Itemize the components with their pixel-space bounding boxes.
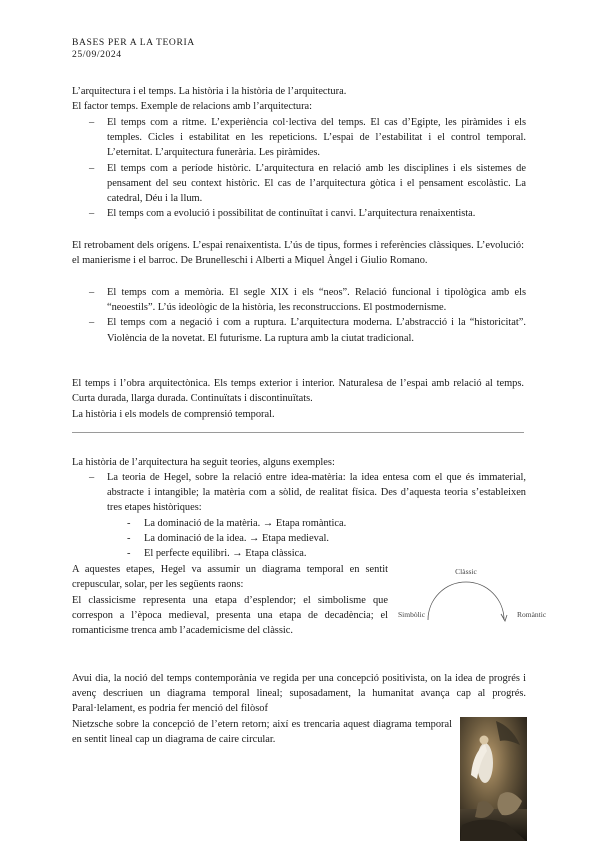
list-item: – El temps com a negació i com a ruptura. L’arquitectura moderna. L’abstracció i la “historicitat”. Violència de la novetat. El futurisme. La ruptura amb la ciutat tradicional. — [72, 315, 526, 345]
theories-list — [72, 470, 526, 561]
nietzsche-paragraph: Nietzsche sobre la concepció de l’etern retorn; així es trencaria aquest diagrama temporal en sentit lineal cap un diagrama de caire circular. — [72, 719, 452, 746]
stage-item: - El perfecte equilibri. → Etapa clàssica. — [107, 546, 526, 561]
hegel-theory-text: La teoria de Hegel, sobre la relació entre idea-matèria: la idea entesa com el que és immaterial, abstracte i intangible; la matèria com a sòlid, de realitat física. Des d’aquesta teoria s’estableixen tres etapes històriques: — [107, 472, 526, 514]
diagram-explanation: El classicisme representa una etapa d’esplendor; el simbolisme que correspon a l’època medieval, presenta una etapa de decadència; el romanticisme trenca amb l’academicisme del clàssic. — [72, 595, 388, 637]
hegel-stages-list — [107, 516, 526, 562]
list-item: – El temps com a període històric. L’arquitectura en relació amb les disciplines i els sistemes de pensament del seu context històric. El cas de l’arquitectura gòtica i el pensament escolàstic. La catedral, Déu i la llum. — [72, 161, 526, 207]
hegel-time-diagram — [395, 565, 555, 635]
painting-image — [460, 717, 527, 841]
closing-paragraph: El temps i l’obra arquitectònica. Els temps exterior i interior. Naturalesa de l’espai amb relació al temps. Curta durada, llarga durada. Continuïtats i discontinuïtats. — [72, 378, 524, 405]
list-item: – El temps com a memòria. El segle XIX i els “neos”. Relació funcional i tipològica amb els “neoestils”. L’ús ideològic de la història, les reconstruccions. El postmodernisme. — [72, 285, 526, 315]
diagram-arc — [428, 582, 504, 620]
positivist-paragraph: Avui dia, la noció del temps contemporània ve regida per una concepció positivista, on la idea de progrés i avenç descriuen un diagrama temporal lineal; suposadament, la humanitat avança cap al progrés. Paral·lelament, es podria fer menció del filòsof — [72, 673, 526, 715]
time-relations-list-a — [72, 115, 526, 221]
list-item: – El temps com a ritme. L’experiència col·lectiva del temps. El cas d’Egipte, les piràmides i els temples. Cicles i estabilitat en les repeticions. L’espai de l’estabilitat i el control temporal. L’eternitat. L’arquitectura funerària. Les piràmides. — [72, 115, 526, 161]
intro-line-2: El factor temps. Exemple de relacions amb l’arquitectura: — [72, 101, 313, 112]
time-relations-list-b — [72, 285, 526, 346]
list-item — [72, 470, 526, 561]
stage-item: - La dominació de la idea. → Etapa medieval. — [107, 531, 526, 546]
stage-item: - La dominació de la matèria. → Etapa romàntica. — [107, 516, 526, 531]
theories-intro: La història de l’arquitectura ha seguit teories, alguns exemples: — [72, 457, 335, 468]
list-item: – El temps com a evolució i possibilitat de continuïtat i canvi. L’arquitectura renaixentista. — [72, 206, 526, 221]
closing-line: La història i els models de comprensió temporal. — [72, 409, 275, 420]
diagram-label-symbolic: Simbòlic — [398, 610, 426, 619]
section-divider — [72, 432, 524, 433]
document-header — [72, 37, 195, 61]
document-title: BASES PER A LA TEORIA — [72, 37, 195, 48]
diagram-label-classic: Clàssic — [455, 567, 477, 576]
renaissance-paragraph: El retrobament dels orígens. L’espai renaixentista. L’ús de tipus, formes i referències clàssiques. L’evolució: el manierisme i el barroc. De Brunelleschi i Alberti a Miquel Àngel i Giulio Romano. — [72, 240, 524, 267]
diagram-intro: A aquestes etapes, Hegel va assumir un diagrama temporal en sentit crepuscular, solar, per les següents raons: — [72, 564, 388, 591]
diagram-label-romantic: Romàntic — [517, 610, 547, 619]
intro-line-1: L’arquitectura i el temps. La història i la història de l’arquitectura. — [72, 86, 347, 97]
document-date: 25/09/2024 — [72, 49, 122, 60]
